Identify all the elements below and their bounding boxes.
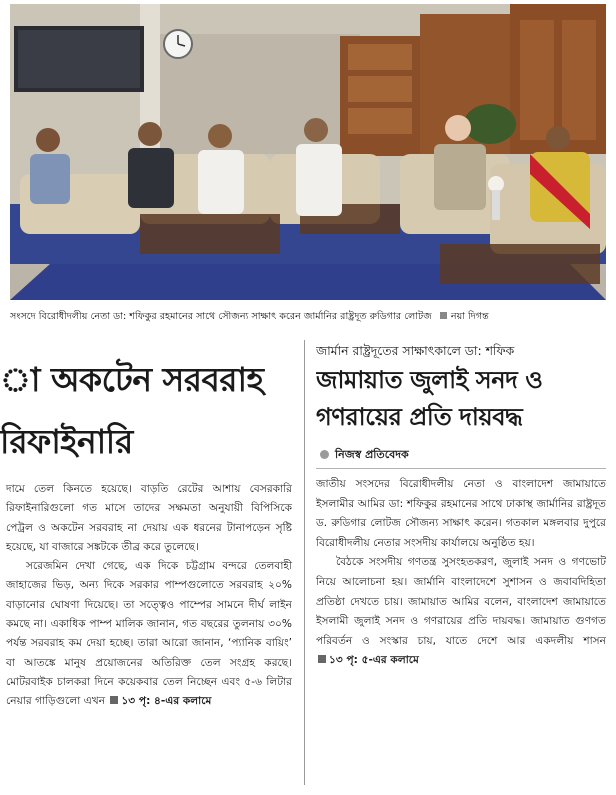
column-divider [304, 340, 305, 785]
left-jump-label: ১৩ পৃ: ৪-এর কলামে [121, 695, 212, 708]
left-story [0, 336, 298, 795]
right-story-body [316, 475, 606, 671]
plant [464, 104, 516, 144]
right-story [316, 340, 610, 795]
right-kicker: জার্মান রাষ্ট্রদূতের সাক্ষাৎকালে ডা: শফিক [316, 343, 515, 358]
left-paragraph-1: দামে তেল কিনতে হয়েছে। বাড়তি রেটের আশায় বেসরকারি রিফাইনারিগুলো গত মাসে তাদের সক্ষমতা অনুযায়ী বিপিসিকে পেট্রল ও অকটেন সরবরাহ না দেয়ায় এক ধরনের টানাপড়েন সৃষ্টি হয়েছে, যা বাজারে সঙ্কটকে তীব্র করে তুলেছে। [6, 483, 292, 553]
byline-label: নিজস্ব প্রতিবেদক [335, 448, 409, 461]
square-bullet-icon [110, 696, 118, 704]
byline [316, 446, 610, 464]
right-jump-label: ১৩ পৃ: ৫-এর কলামে [329, 654, 419, 667]
left-paragraph-2: সরেজমিন দেখা গেছে, এক দিকে চট্টগ্রাম বন্দরে তেলবাহী জাহাজের ভিড়, অন্য দিকে সরকার পাম্পগুলোতে সরবরাহ ২০% বাড়ানোর ঘোষণা দিয়েছে। তা সত্ত্বেও পাম্পের সামনে দীর্ঘ লাইন কমছে না। একাধিক পাম্প মালিক জানান, গত বছরের তুলনায় ৩০% পর্যন্ত সরবরাহ কম দেয়া হচ্ছে। তারা আরো জানান, ‘প্যানিক বায়িং’ বা আতঙ্কে মানুষ প্রয়োজনের অতিরিক্ত তেল সংগ্রহ করছে। মোটরবাইক চালকরা দিনে কয়েকবার তেল নিচ্ছেন এবং ৫-৬ লিটার নেয়ার গাড়িগুলো এখন [6, 560, 292, 708]
byline-rule [316, 468, 606, 469]
right-paragraph-1: জাতীয় সংসদের বিরোধীদলীয় নেতা ও বাংলাদেশ জামায়াতে ইসলামীর আমির ডা: শফিকুর রহমানের সাথে ঢাকাস্থ জার্মানির রাষ্ট্রদূত ড. রুডিগার লোটজ সৌজন্য সাক্ষাৎ করেন। গতকাল মঙ্গলবার দুপুরে বিরোধীদলীয় নেতার সংসদীয় কার্যালয়ে অনুষ্ঠিত হয়। [316, 478, 606, 549]
right-headline-line1: জামায়াত জুলাই সনদ ও [316, 366, 543, 394]
news-photo [10, 4, 606, 300]
meeting-room-illustration [10, 4, 606, 300]
left-jump-note[interactable] [108, 695, 211, 707]
right-paragraph-2: বৈঠকে সংসদীয় গণতন্ত্র সুসংহতকরণ, জুলাই সনদ ও গণভোট নিয়ে আলোচনা হয়। জার্মানি বাংলাদেশে সুশাসন ও জবাবদিহিতা প্রতিষ্ঠা দেখতে চায়। জামায়াত আমির বলেন, বাংলাদেশ জামায়াতে ইসলামী জুলাই সনদ ও গণরায়ের প্রতি দায়বদ্ধ। জামায়াত গুণগত পরিবর্তন ও সংস্কার চায়, যাতে দেশে আর একদলীয় শাসন [316, 556, 606, 647]
right-jump-note[interactable] [316, 654, 419, 666]
byline-dot-icon [320, 450, 329, 459]
left-headline-line1: া অকটেন সরবরাহ [0, 360, 264, 399]
left-headline-line2: রিফাইনারি [0, 422, 133, 461]
left-story-body [6, 480, 292, 712]
flower-vase [488, 176, 504, 192]
caption-text: সংসদে বিরোধীদলীয় নেতা ডা: শফিকুর রহমানের সাথে সৌজন্য সাক্ষাৎ করেন জার্মানির রাষ্ট্রদূত রুডিগার লোটজ [10, 311, 432, 322]
square-bullet-icon [318, 655, 326, 663]
photo-credit: নয়া দিগন্ত [450, 311, 489, 322]
photo-caption [10, 306, 608, 328]
right-headline-line2: গণরায়ের প্রতি দায়বদ্ধ [316, 403, 523, 431]
coffee-table [140, 214, 280, 254]
square-bullet-icon [440, 312, 447, 319]
